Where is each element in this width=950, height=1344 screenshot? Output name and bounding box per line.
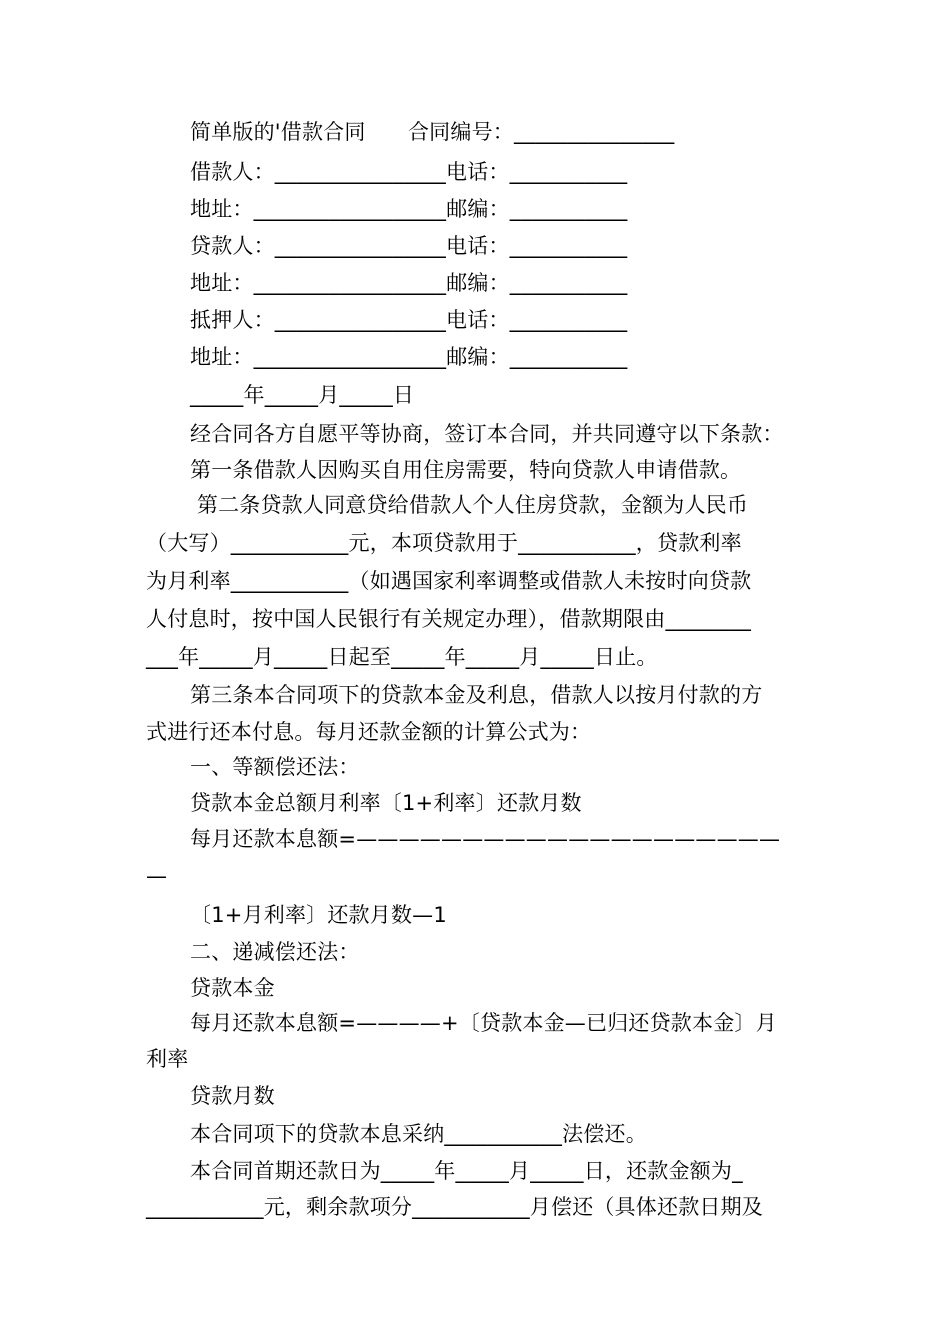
clause-3-line-2: 式进行还本付息。每月还款金额的计算公式为： (146, 720, 592, 744)
clause-2-line-5: ___年_____月_____日起至_____年_____月_____日止。 (146, 645, 658, 669)
lender-address-line: 地址：__________________邮编：___________ (190, 271, 628, 295)
formula-2-line-wrap: 利率 (146, 1047, 189, 1071)
mortgagor-address-line: 地址：__________________邮编：___________ (190, 345, 628, 369)
lender-line: 贷款人：________________电话：___________ (190, 234, 628, 258)
contract-title-line: 简单版的'借款合同 合同编号：_______________ (190, 120, 675, 144)
formula-1-line-wrap: — (146, 864, 168, 888)
repayment-method-line: 本合同项下的贷款本息采纳___________法偿还。 (190, 1122, 647, 1146)
date-line: _____年_____月_____日 (190, 383, 415, 407)
first-repayment-line-1: 本合同首期还款日为_____年_____月_____日，还款金额为_ (190, 1159, 743, 1183)
formula-2-line: 每月还款本息额=————+〔贷款本金—已归还贷款本金〕月 (190, 1011, 777, 1035)
formula-2-numerator: 贷款本金 (190, 976, 275, 1000)
formula-1-denominator: 〔1+月利率〕还款月数—1 (190, 903, 447, 927)
clause-2-line-1: 第二条贷款人同意贷给借款人个人住房贷款，金额为人民币 (190, 493, 749, 517)
clause-3-line-1: 第三条本合同项下的贷款本金及利息，借款人以按月付款的方 (190, 683, 763, 707)
method-2-heading: 二、递减偿还法： (190, 940, 360, 964)
formula-1-numerator: 贷款本金总额月利率〔1+利率〕还款月数 (190, 791, 582, 815)
method-1-heading: 一、等额偿还法： (190, 755, 360, 779)
first-repayment-line-2: ___________元，剩余款项分___________月偿还（具体还款日期及 (146, 1195, 763, 1219)
borrower-address-line: 地址：__________________邮编：___________ (190, 197, 628, 221)
clause-2-line-4: 人付息时，按中国人民银行有关规定办理），借款期限由________ (146, 607, 752, 631)
mortgagor-line: 抵押人：________________电话：___________ (190, 308, 628, 332)
formula-1-line: 每月还款本息额=———————————————————— (190, 827, 781, 851)
clause-2-line-2: （大写）___________元，本项贷款用于___________，贷款利率 (146, 531, 742, 555)
preamble-line: 经合同各方自愿平等协商，签订本合同，并共同遵守以下条款： (190, 422, 784, 446)
clause-2-line-3: 为月利率___________（如遇国家利率调整或借款人未按时向贷款 (146, 569, 752, 593)
clause-1-line: 第一条借款人因购买自用住房需要，特向贷款人申请借款。 (190, 458, 742, 482)
formula-2-denominator: 贷款月数 (190, 1084, 275, 1108)
borrower-line: 借款人：________________电话：___________ (190, 160, 628, 184)
